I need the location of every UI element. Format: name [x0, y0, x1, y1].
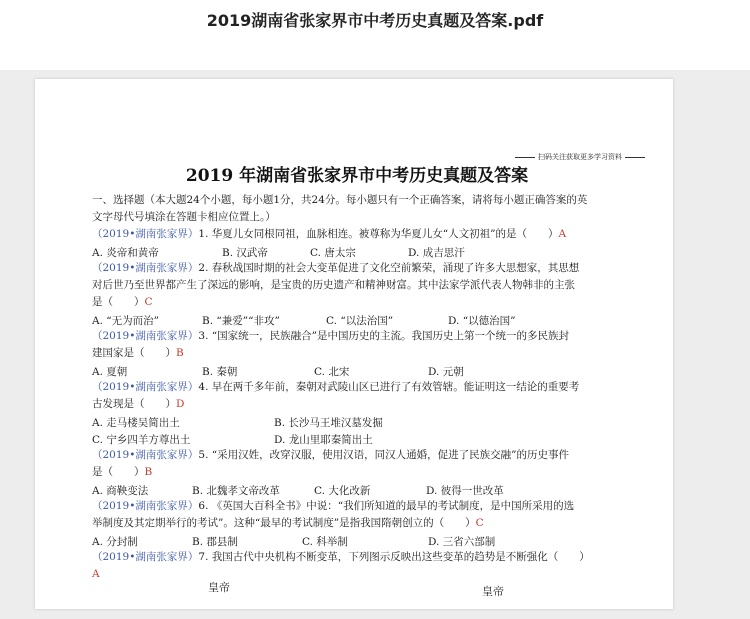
question-text: 4. 早在两千多年前，秦朝对武陵山区已进行了有效管辖。能证明这一结论的重要考 — [198, 381, 580, 393]
question-text: 2. 春秋战国时期的社会大变革促进了文化空前繁荣，涌现了许多大思想家，其思想 — [198, 262, 580, 274]
answer: B — [176, 347, 184, 359]
question-text: 举制度及其定期举行的考试”。这种“最早的考试制度”是指我国隋朝创立的（ ） — [92, 517, 476, 529]
option: B. 汉武帝 — [222, 247, 268, 259]
answer: C — [144, 296, 153, 308]
question-3 — [92, 330, 569, 342]
option: D. 成吉思汗 — [408, 247, 465, 259]
question-text-end — [92, 398, 184, 410]
question-2 — [92, 262, 579, 274]
option: B. “兼爱”“非攻” — [202, 315, 280, 327]
option: C. 北宋 — [314, 366, 350, 378]
question-1 — [92, 228, 566, 240]
option: B. 长沙马王堆汉墓发掘 — [274, 417, 383, 429]
source-tag: （2019•湖南张家界） — [92, 449, 199, 461]
question-5 — [92, 449, 569, 461]
source-tag: （2019•湖南张家界） — [92, 228, 199, 240]
question-text: 建国家是（ ） — [92, 347, 176, 359]
question-text-end — [92, 296, 153, 308]
option: D. 三省六部制 — [428, 536, 496, 548]
source-tag: （2019•湖南张家界） — [92, 381, 199, 393]
option: A. 夏朝 — [92, 366, 128, 378]
option: C. 大化改新 — [314, 485, 371, 497]
paper-title: 2019 年湖南省张家界市中考历史真题及答案 — [185, 166, 529, 186]
divider — [515, 157, 535, 158]
question-text-end — [92, 517, 484, 529]
option: D. “以德治国” — [448, 315, 516, 327]
option: C. “以法治国” — [326, 315, 394, 327]
option: C. 唐太宗 — [310, 247, 356, 259]
question-4 — [92, 381, 579, 393]
option: B. 北魏孝文帝改革 — [192, 485, 280, 497]
pdf-page[interactable] — [35, 79, 673, 609]
question-text: 7. 我国古代中央机构不断变革，下列图示反映出这些变革的趋势是不断强化（ ） — [198, 551, 590, 563]
answer: D — [176, 398, 185, 410]
question-text: 是（ ） — [92, 466, 145, 478]
question-text: 1. 华夏儿女同根同祖，血脉相连。被尊称为华夏儿女“人文初祖”的是（ ） — [198, 228, 559, 240]
figure-label: 皇帝 — [482, 585, 504, 598]
question-text: 6. 《英国大百科全书》中说：“我们所知道的最早的考试制度，是中国所采用的选 — [198, 500, 575, 512]
option: A. 走马楼吴简出土 — [92, 417, 180, 429]
header-note-text: 扫码关注获取更多学习资料 — [538, 153, 622, 161]
figure-label: 皇帝 — [208, 581, 230, 594]
option: D. 龙山里耶秦简出土 — [274, 434, 373, 446]
option: B. 郡县制 — [192, 536, 238, 548]
question-text: 古发现是（ ） — [92, 398, 176, 410]
source-tag: （2019•湖南张家界） — [92, 500, 199, 512]
option: D. 彼得一世改革 — [426, 485, 504, 497]
instructions-line: 文字母代号填涂在答题卡相应位置上。） — [92, 211, 276, 223]
instructions-line: 一、选择题（本大题24个小题，每小题1分，共24分。每小题只有一个正确答案，请将每小题正确答案的英 — [92, 194, 588, 206]
question-text: 3. “国家统一，民族融合”是中国历史的主流。我国历史上第一个统一的多民族封 — [198, 330, 570, 342]
question-text-end — [92, 466, 152, 478]
option: A. 商鞅变法 — [92, 485, 149, 497]
answer: C — [475, 517, 484, 529]
diagram-figure — [182, 579, 602, 619]
question-6 — [92, 500, 574, 512]
source-tag: （2019•湖南张家界） — [92, 551, 199, 563]
option: C. 宁乡四羊方尊出土 — [92, 434, 191, 446]
source-tag: （2019•湖南张家界） — [92, 262, 199, 274]
answer: A — [92, 568, 100, 580]
question-text: 对后世乃至世界都产生了深远的影响，是宝贵的历史遗产和精神财富。其中法家学派代表人物韩非的主张 — [92, 279, 575, 291]
answer: A — [558, 228, 567, 240]
question-text: 是（ ） — [92, 296, 145, 308]
option: B. 秦朝 — [202, 366, 238, 378]
option: A. 分封制 — [92, 536, 138, 548]
answer: B — [144, 466, 153, 478]
question-text: 5. “采用汉姓，改穿汉服，使用汉语，同汉人通婚，促进了民族交融”的历史事件 — [198, 449, 570, 461]
question-text-end — [92, 347, 184, 359]
divider — [625, 157, 645, 158]
title-bar — [0, 0, 750, 70]
option: D. 元朝 — [428, 366, 464, 378]
option: C. 科举制 — [302, 536, 348, 548]
document-title: 2019湖南省张家界市中考历史真题及答案.pdf — [206, 11, 544, 30]
source-tag: （2019•湖南张家界） — [92, 330, 199, 342]
option: A. 炎帝和黄帝 — [92, 247, 159, 259]
option: A. “无为而治” — [92, 315, 159, 327]
question-7 — [92, 551, 590, 563]
